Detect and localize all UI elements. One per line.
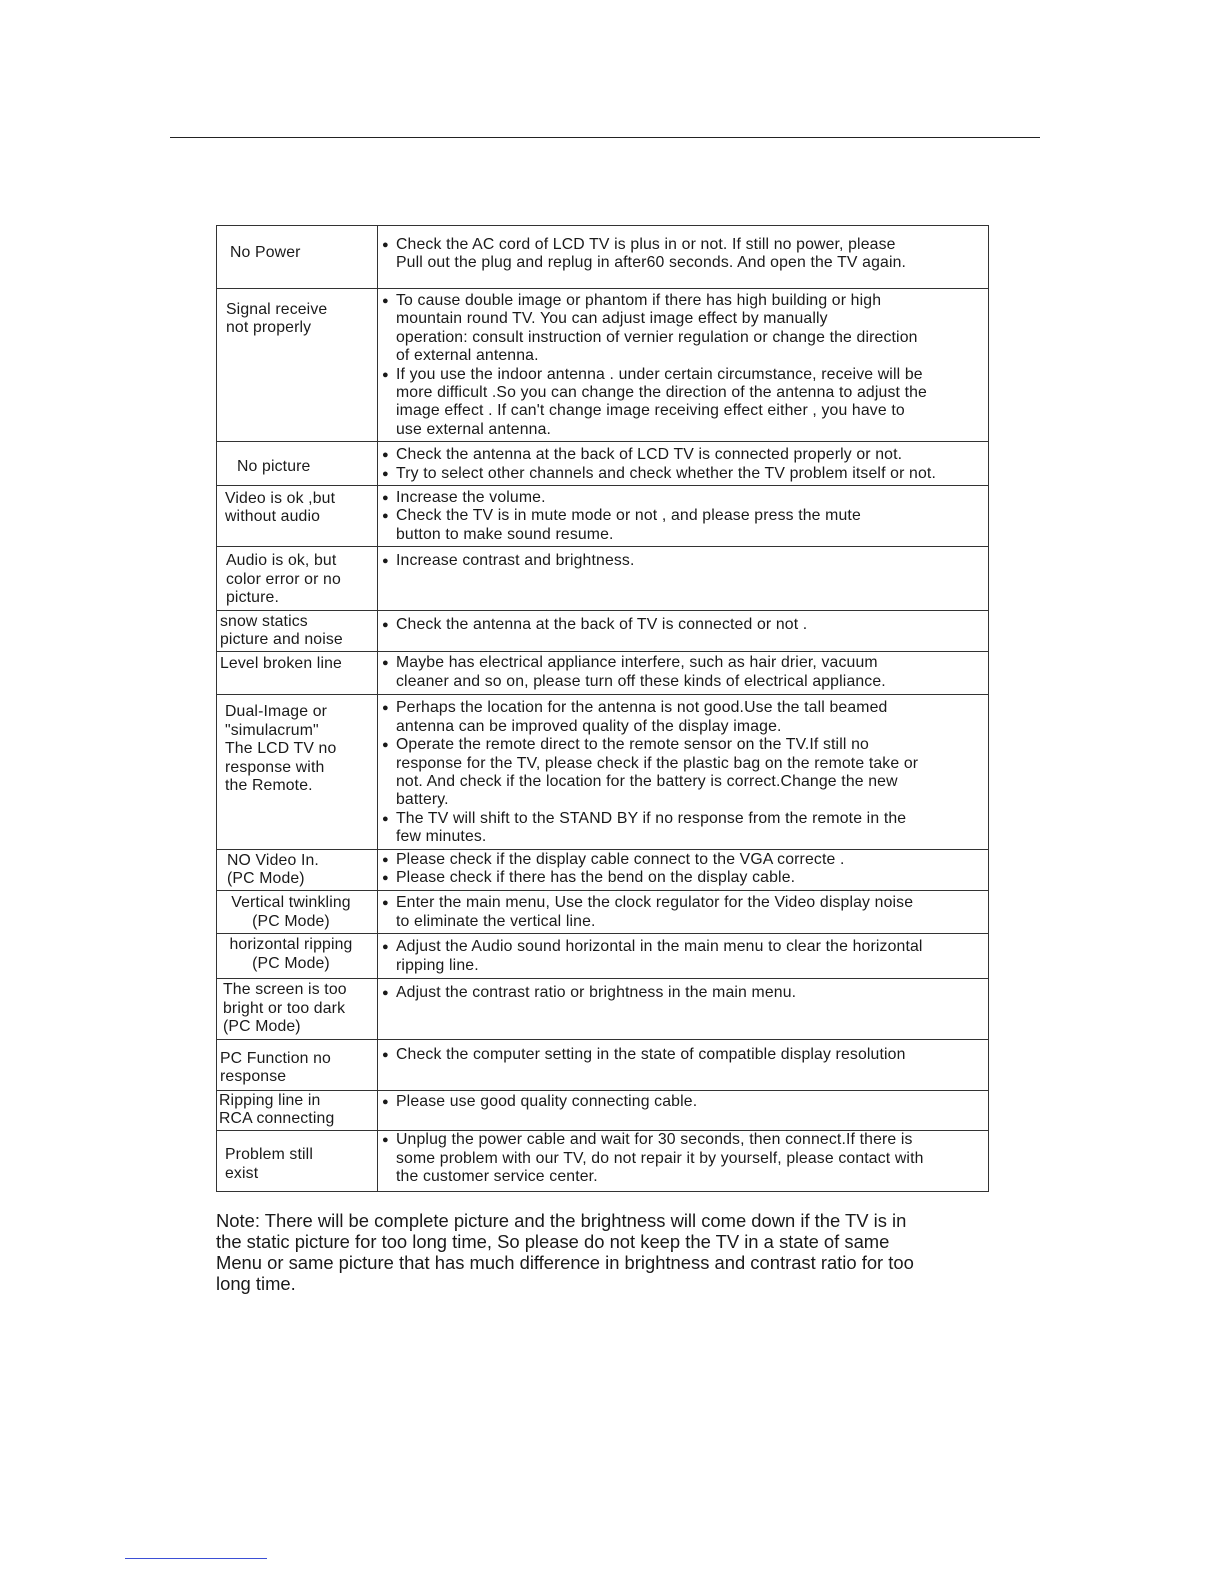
bullet-icon: ●: [382, 492, 389, 505]
solution-bullet: ● Check the TV is in mute mode or not , and please press the mute button to make sound resume.: [382, 507, 861, 543]
bullet-icon: ●: [382, 239, 389, 251]
solution-bullet: ● Please check if there has the bend on the display cable.: [382, 868, 796, 886]
problem-cell: [217, 610, 378, 652]
bullet-icon: ●: [382, 467, 389, 480]
bullet-icon: ●: [382, 657, 389, 670]
solution-cell: [378, 610, 989, 652]
solution-bullet: ● Check the antenna at the back of LCD TV is connected properly or not.: [382, 446, 903, 464]
table-row: [217, 547, 989, 610]
solution-cell: [378, 695, 989, 849]
problem-label: Ripping line in RCA connecting: [219, 1091, 335, 1127]
solution-cell: [378, 652, 989, 695]
problem-cell: [217, 652, 378, 695]
solution-bullet: ● Increase contrast and brightness.: [382, 552, 635, 570]
table-row: [217, 1039, 989, 1090]
problem-label: Problem still exist: [225, 1146, 313, 1182]
solution-cell: [378, 486, 989, 547]
table-row: [217, 486, 989, 547]
solution-cell: [378, 891, 989, 934]
solution-bullet: ● To cause double image or phantom if there has high building or high mountain round TV. You can adjust image effect by manually operation: consult instruction of vernier regulation or change the direction of external antenna.: [382, 292, 918, 365]
solution-cell: [378, 849, 989, 891]
problem-cell: [217, 1039, 378, 1090]
header-rule: [170, 137, 1040, 138]
problem-label: Video is ok ,but without audio: [225, 490, 336, 526]
solution-cell: [378, 934, 989, 979]
problem-label: Vertical twinkling (PC Mode): [231, 894, 351, 930]
solution-cell: [378, 442, 989, 486]
problem-label: Signal receive not properly: [226, 301, 328, 337]
bullet-icon: ●: [382, 295, 389, 307]
solution-cell: [378, 1090, 989, 1131]
bullet-icon: ●: [382, 618, 389, 631]
bullet-icon: ●: [382, 987, 389, 1000]
solution-cell: [378, 1039, 989, 1090]
bullet-icon: ●: [382, 702, 389, 715]
footer-link-rule: [125, 1558, 267, 1559]
problem-label: Dual-Image or "simulacrum" The LCD TV no response with the Remote.: [225, 703, 337, 794]
solution-bullet: ● Adjust the Audio sound horizontal in the main menu to clear the horizontal ripping line.: [382, 938, 923, 974]
table-row: [217, 610, 989, 652]
problem-cell: [217, 934, 378, 979]
problem-label: Audio is ok, but color error or no picture.: [226, 552, 341, 607]
problem-cell: [217, 1090, 378, 1131]
table-row: [217, 695, 989, 849]
bullet-icon: ●: [382, 449, 389, 462]
table-row: [217, 226, 989, 289]
bullet-icon: ●: [382, 368, 389, 381]
solution-bullet: ● Maybe has electrical appliance interfere, such as hair drier, vacuum cleaner and so on, please turn off these kinds of electrical appliance.: [382, 654, 886, 690]
table-row: [217, 289, 989, 442]
table-row: [217, 1131, 989, 1192]
table-row: [217, 1090, 989, 1131]
problem-cell: [217, 442, 378, 486]
bullet-icon: ●: [382, 555, 389, 568]
solution-bullet: ● Unplug the power cable and wait for 30 seconds, then connect.If there is some problem with our TV, do not repair it by yourself, please contact with the customer service center.: [382, 1131, 924, 1186]
bullet-icon: ●: [382, 871, 389, 884]
solution-bullet: ● Enter the main menu, Use the clock regulator for the Video display noise to eliminate the vertical line.: [382, 894, 914, 930]
bullet-icon: ●: [382, 853, 389, 866]
table-row: [217, 891, 989, 934]
troubleshooting-table: [216, 225, 989, 1192]
problem-cell: [217, 979, 378, 1039]
solution-cell: [378, 979, 989, 1039]
solution-bullet: ● Try to select other channels and check whether the TV problem itself or not.: [382, 464, 936, 482]
problem-label: snow statics picture and noise: [220, 612, 343, 648]
solution-cell: [378, 289, 989, 442]
problem-label: PC Function no response: [220, 1049, 331, 1085]
problem-cell: [217, 1131, 378, 1192]
table-row: [217, 934, 989, 979]
solution-bullet: ● Adjust the contrast ratio or brightness in the main menu.: [382, 984, 797, 1002]
solution-bullet: ● Check the AC cord of LCD TV is plus in or not. If still no power, please Pull out the plug and replug in after60 seconds. And open the TV again.: [382, 236, 907, 272]
problem-cell: [217, 695, 378, 849]
problem-label: No picture: [237, 458, 311, 476]
table-row: [217, 849, 989, 891]
bullet-icon: ●: [382, 897, 389, 910]
problem-cell: [217, 891, 378, 934]
table-row: [217, 442, 989, 486]
bullet-icon: ●: [382, 812, 389, 825]
note-paragraph: Note: There will be complete picture and the brightness will come down if the TV is in the static picture for too long time, So please do not keep the TV in a state of same Menu or same picture that has much difference in brightness and contrast ratio for too long time.: [216, 1210, 914, 1294]
bullet-icon: ●: [382, 1048, 389, 1061]
bullet-icon: ●: [382, 941, 389, 954]
solution-bullet: ● Please check if the display cable connect to the VGA correcte .: [382, 850, 845, 868]
solution-bullet: ● The TV will shift to the STAND BY if no response from the remote in the few minutes.: [382, 809, 907, 846]
solution-bullet: ● Check the computer setting in the state of compatible display resolution: [382, 1045, 906, 1063]
solution-bullet: ● Check the antenna at the back of TV is connected or not .: [382, 615, 808, 633]
solution-cell: [378, 547, 989, 610]
solution-bullet: ● Perhaps the location for the antenna is not good.Use the tall beamed antenna can be improved quality of the display image.: [382, 699, 888, 735]
bullet-icon: ●: [382, 1134, 389, 1147]
solution-bullet: ● Please use good quality connecting cable.: [382, 1092, 698, 1110]
bullet-icon: ●: [382, 510, 389, 523]
table-row: [217, 652, 989, 695]
problem-label: Level broken line: [220, 655, 342, 673]
table-row: [217, 979, 989, 1039]
solution-cell: [378, 1131, 989, 1192]
bullet-icon: ●: [382, 1095, 389, 1108]
solution-bullet: ● Increase the volume.: [382, 489, 546, 507]
problem-label: horizontal ripping (PC Mode): [229, 936, 353, 972]
problem-cell: [217, 849, 378, 891]
problem-label: No Power: [230, 244, 301, 261]
solution-bullet: ● Operate the remote direct to the remote sensor on the TV.If still no response for the TV, please check if the plastic bag on the remote take or not. And check if the location for the battery is correct.Change the new battery.: [382, 736, 919, 809]
problem-label: NO Video In. (PC Mode): [227, 851, 319, 887]
solution-bullet: ● If you use the indoor antenna . under certain circumstance, receive will be more difficult .So you can change the direction of the antenna to adjust the image effect . If can't change image receiving effect either , you have to use external antenna.: [382, 365, 927, 438]
problem-label: The screen is too bright or too dark (PC Mode): [223, 981, 347, 1036]
solution-cell: [378, 226, 989, 289]
problem-cell: [217, 547, 378, 610]
bullet-icon: ●: [382, 739, 389, 752]
problem-cell: [217, 289, 378, 442]
problem-cell: [217, 226, 378, 289]
problem-cell: [217, 486, 378, 547]
